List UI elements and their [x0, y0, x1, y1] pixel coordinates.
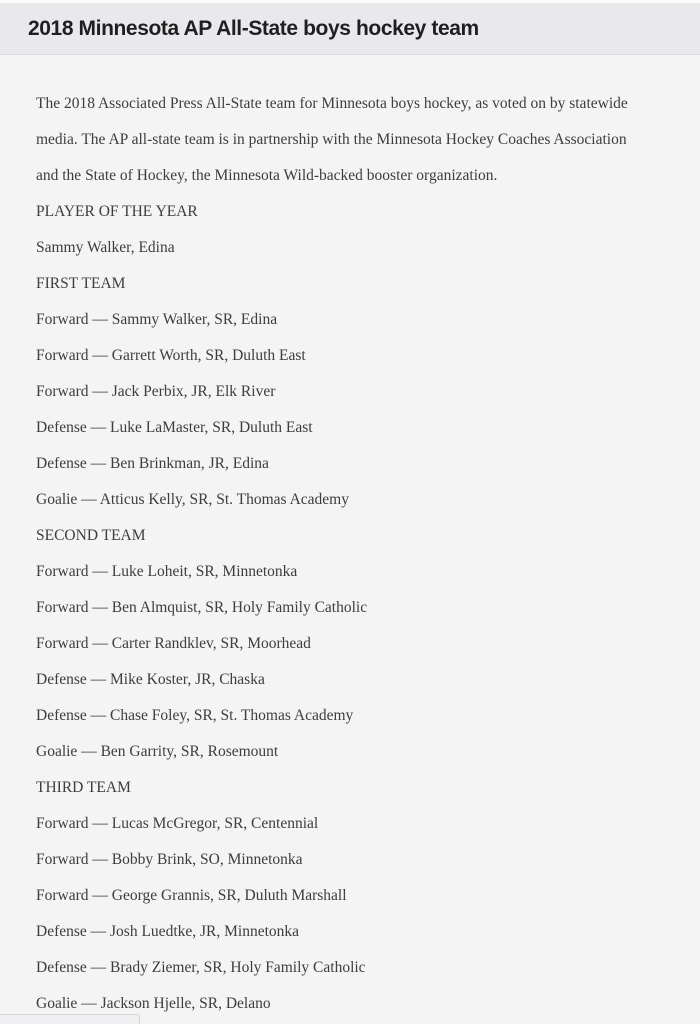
player-line: Forward — Carter Randklev, SR, Moorhead: [36, 635, 311, 652]
player-line: Defense — Josh Luedtke, JR, Minnetonka: [36, 923, 300, 940]
team-sections: [36, 199, 682, 1017]
intro-line: The 2018 Associated Press All-State team for Minnesota boys hockey, as voted on by statewide: [36, 95, 628, 112]
section-heading: THIRD TEAM: [36, 779, 131, 796]
section-heading: PLAYER OF THE YEAR: [36, 203, 198, 220]
intro-line: media. The AP all-state team is in partnership with the Minnesota Hockey Coaches Association: [36, 131, 627, 148]
page-title: 2018 Minnesota AP All-State boys hockey team: [28, 16, 479, 40]
player-line: Forward — Lucas McGregor, SR, Centennial: [36, 815, 319, 832]
player-line: Defense — Luke LaMaster, SR, Duluth East: [36, 419, 313, 436]
player-line: Defense — Mike Koster, JR, Chaska: [36, 671, 265, 688]
player-line: Goalie — Atticus Kelly, SR, St. Thomas Academy: [36, 491, 349, 508]
player-line: Forward — George Grannis, SR, Duluth Marshall: [36, 887, 347, 904]
cutoff-element: [0, 1014, 140, 1024]
player-line: Forward — Bobby Brink, SO, Minnetonka: [36, 851, 303, 868]
player-line: Goalie — Ben Garrity, SR, Rosemount: [36, 743, 279, 760]
intro-line: and the State of Hockey, the Minnesota Wild-backed booster organization.: [36, 167, 498, 184]
page-header: [0, 3, 700, 55]
section-heading: SECOND TEAM: [36, 527, 146, 544]
player-line: Defense — Ben Brinkman, JR, Edina: [36, 455, 269, 472]
player-line: Defense — Brady Ziemer, SR, Holy Family Catholic: [36, 959, 366, 976]
player-line: Forward — Sammy Walker, SR, Edina: [36, 311, 278, 328]
article-body: [0, 55, 700, 1017]
player-line: Sammy Walker, Edina: [36, 239, 175, 256]
player-line: Forward — Garrett Worth, SR, Duluth East: [36, 347, 306, 364]
player-line: Forward — Luke Loheit, SR, Minnetonka: [36, 563, 298, 580]
player-line: Defense — Chase Foley, SR, St. Thomas Academy: [36, 707, 354, 724]
section-heading: FIRST TEAM: [36, 275, 126, 292]
player-line: Forward — Jack Perbix, JR, Elk River: [36, 383, 276, 400]
intro-paragraph: [36, 91, 682, 189]
player-line: Goalie — Jackson Hjelle, SR, Delano: [36, 995, 271, 1012]
player-line: Forward — Ben Almquist, SR, Holy Family Catholic: [36, 599, 368, 616]
